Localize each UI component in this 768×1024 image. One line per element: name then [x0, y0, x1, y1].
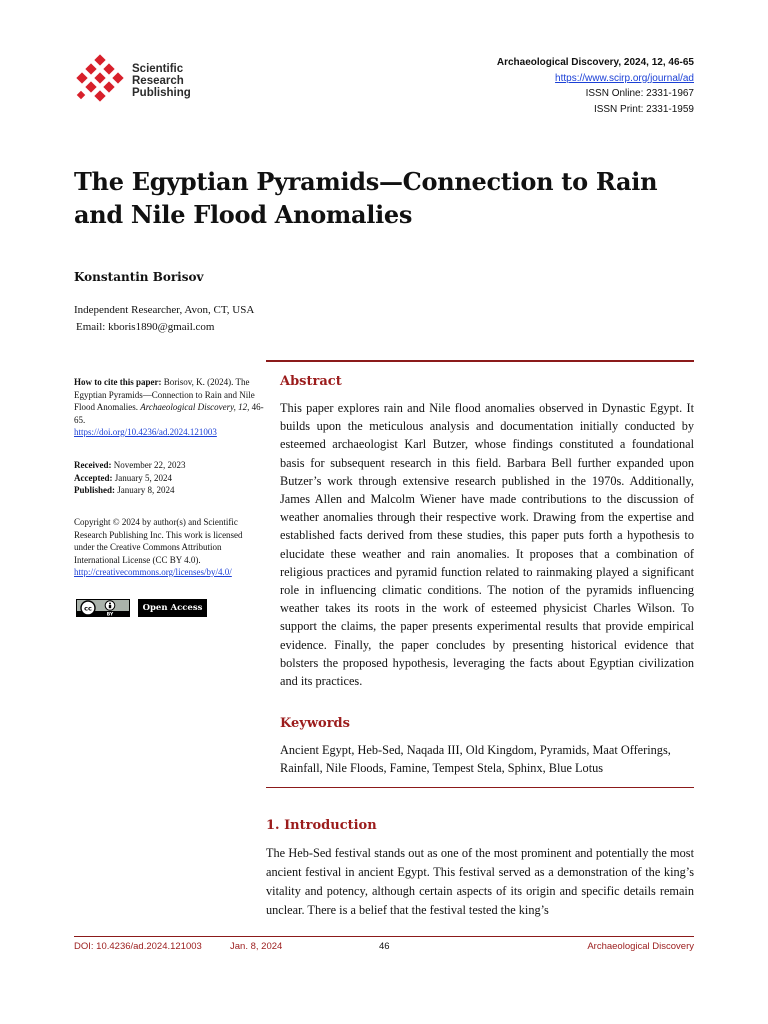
cc-by-license-icon[interactable]: [76, 599, 130, 617]
affiliation-block: [74, 302, 254, 336]
cc-badge-text: BY: [106, 612, 114, 617]
publisher-name-line: Research: [132, 75, 184, 87]
published-date: January 8, 2024: [115, 485, 175, 495]
keywords-list: Ancient Egypt, Heb-Sed, Naqada III, Old Kingdom, Pyramids, Maat Offerings, Rainfall, Nile Floods, Famine, Tempest Stela, Sphinx, Blue Lotus: [280, 743, 671, 776]
publication-dates: [74, 459, 264, 497]
cite-text: Borisov, K. (2024). The Egyptian Pyramids—Connection to Rain and Nile Flood Anomalies.: [74, 377, 255, 412]
issn-print: ISSN Print: 2331-1959: [593, 103, 694, 115]
keywords-heading: Keywords: [280, 716, 350, 731]
footer-rule: [74, 936, 694, 937]
introduction-body: The Heb-Sed festival stands out as one of the most prominent and potentially the most ancient festival in ancient Egypt. This festival served as a demonstration of the king’s vitality and potency, although certain aspects of its origin and specific details remain unclear. There is a belief that the festival tested the king’s: [266, 846, 694, 917]
copyright-text: Copyright © 2024 by author(s) and Scientific Research Publishing Inc. This work is licensed under the Creative Commons Attribution International License (CC BY 4.0).: [74, 517, 243, 565]
abstract-top-rule: [266, 360, 694, 362]
footer-date: Jan. 8, 2024: [230, 941, 283, 952]
svg-text:cc: cc: [84, 604, 92, 613]
license-link[interactable]: http://creativecommons.org/licenses/by/4.0/: [74, 567, 232, 577]
publisher-logo: [74, 54, 234, 110]
affiliation: Independent Researcher, Avon, CT, USA: [74, 304, 255, 316]
footer-doi: DOI: 10.4236/ad.2024.121003: [74, 941, 202, 952]
abstract-body: This paper explores rain and Nile flood anomalies observed in Dynastic Egypt. It builds upon the meticulous analysis and documentation initially conducted by esteemed archaeologist Karl Butzer, whose findings constituted a foundational basis for subsequent research in this field. Barbara Bell further expanded upon Butzer’s work through extensive research published in the 1970s. Additionally, James Allen and Malcolm Wiener have made contributions to the discussion of weather anomalies through their respective work. Drawing from the expertise and established facts derived from these studies, this paper puts forth a hypothesis to elucidate these weather and rain anomalies. It proposes that a combination of religious practices and pyramid function related to rainmaking played a significant role in influencing climatic conditions. The notion of the pyramids influencing weather takes its roots in the work of esteemed physicist Charles Wilson. To support the claims, the paper presents experimental results that provide empirical evidence. Finally, the paper concludes by presenting historical evidence that bolsters the proposed hypothesis, leveraging the facts about Egyptian civilization and its practices.: [280, 401, 694, 689]
page-footer: [74, 941, 694, 955]
author-email: Email: kboris1890@gmail.com: [76, 321, 215, 333]
abstract-heading: Abstract: [280, 374, 342, 389]
publisher-name: [132, 63, 191, 99]
copyright-notice: [74, 516, 264, 579]
cite-pages: 46-65.: [74, 402, 264, 425]
journal-citation: Archaeological Discovery, 2024, 12, 46-65: [496, 57, 694, 68]
article-title-line: The Egyptian Pyramids—Connection to Rain: [74, 167, 658, 196]
published-label: Published:: [74, 485, 116, 495]
journal-info: [497, 55, 694, 117]
author-name: Konstantin Borisov: [74, 270, 204, 284]
received-date: November 22, 2023: [111, 460, 186, 470]
cite-label: How to cite this paper:: [74, 377, 162, 387]
journal-url-link[interactable]: https://www.scirp.org/journal/ad: [555, 72, 694, 84]
open-access-badge: Open Access: [138, 599, 207, 617]
issn-online: ISSN Online: 2331-1967: [585, 88, 694, 99]
publisher-name-line: Scientific: [132, 63, 184, 75]
how-to-cite: [74, 376, 264, 439]
received-label: Received:: [74, 460, 112, 470]
introduction-heading: 1. Introduction: [266, 818, 377, 833]
accepted-label: Accepted:: [74, 472, 113, 483]
accepted-date: January 5, 2024: [112, 472, 172, 483]
article-title: [74, 165, 694, 231]
cite-doi-link[interactable]: https://doi.org/10.4236/ad.2024.121003: [74, 427, 217, 437]
footer-journal: Archaeological Discovery: [587, 941, 694, 952]
cite-journal: Archaeological Discovery, 12,: [140, 402, 250, 412]
diamond-cluster-logo-icon: [74, 54, 130, 110]
abstract-bottom-rule: [266, 787, 694, 788]
page-number: 46: [379, 941, 390, 952]
publisher-name-line: Publishing: [132, 87, 191, 99]
article-title-line: and Nile Flood Anomalies: [74, 200, 413, 229]
